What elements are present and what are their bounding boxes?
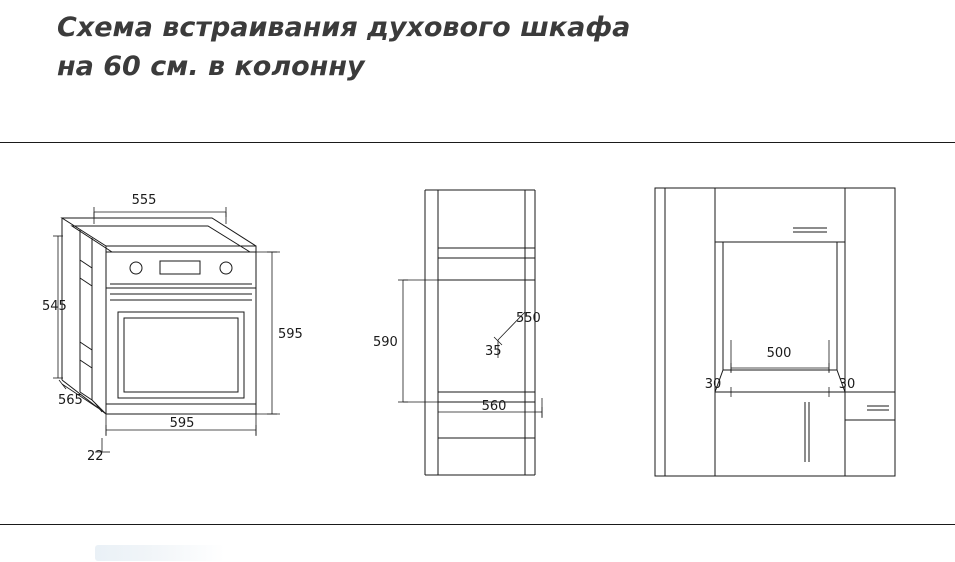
dim-label-590: 590 (373, 335, 398, 350)
oven-left-bracket-top (80, 260, 92, 286)
dim-565-tick-a (59, 380, 66, 389)
oven-door-glass-outer (118, 312, 244, 398)
page-title-line-1: Схема встраивания духового шкафа (57, 12, 631, 43)
oven-bottom-face (92, 400, 106, 414)
figure-cabinet-front (645, 180, 915, 480)
dim-label-35: 35 (485, 344, 502, 359)
dim-label-22: 22 (87, 449, 104, 464)
figure-cabinet-section (370, 180, 590, 480)
dim-label-595-bottom: 595 (169, 416, 195, 431)
dim-label-595-right: 595 (278, 327, 303, 342)
oven-control-panel (106, 252, 256, 288)
divider-top (0, 142, 955, 143)
oven-door-glass-inner (124, 318, 238, 392)
footer-watermark (95, 545, 225, 561)
page-title (57, 8, 757, 86)
oven-knob-right (220, 262, 232, 274)
dim-label-30-right: 30 (838, 377, 856, 392)
dim-label-545: 545 (42, 299, 67, 314)
oven-knob-left (130, 262, 142, 274)
dim-label-500: 500 (766, 346, 792, 361)
oven-display (160, 261, 200, 274)
dim-label-560: 560 (481, 399, 507, 414)
page-title-line-2: на 60 см. в колонну (57, 51, 365, 82)
oven-left-bracket-bottom (80, 342, 92, 368)
dim-label-550: 550 (516, 311, 541, 326)
oven-top-face (62, 218, 256, 246)
oven-front-panel (106, 246, 256, 414)
divider-bottom (0, 524, 955, 525)
oven-top-inner-face (72, 226, 250, 252)
front-niche-apron (715, 370, 845, 392)
dim-label-555: 555 (131, 193, 157, 208)
dim-label-565: 565 (58, 393, 83, 408)
figure-oven-perspective (40, 190, 303, 480)
front-outer-frame (655, 188, 895, 476)
dim-label-30-left: 30 (704, 377, 722, 392)
dim-565-tick-b (95, 403, 102, 412)
